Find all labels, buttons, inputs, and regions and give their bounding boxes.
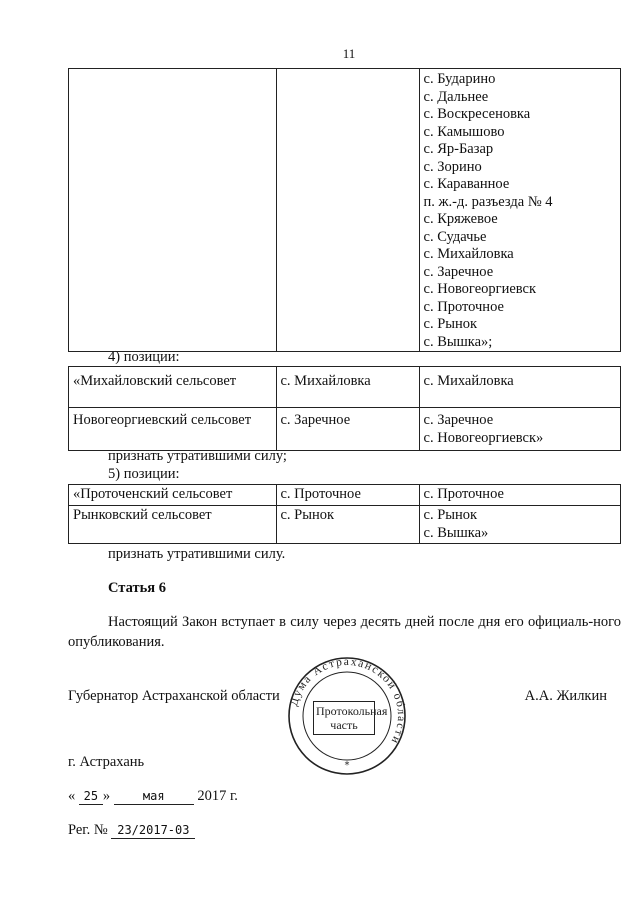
village-item: с. Михайловка xyxy=(423,246,514,262)
village-item: с. Новогеоргиевск» xyxy=(423,429,544,446)
settlement-name: «Михайловский сельсовет xyxy=(69,367,277,408)
official-stamp xyxy=(286,655,408,777)
admin-center: с. Михайловка xyxy=(276,367,419,408)
village-item: с. Кряжевое xyxy=(423,211,498,227)
date-month: мая xyxy=(114,789,194,805)
village-item: с. Вышка»; xyxy=(423,333,493,350)
city: г. Астрахань xyxy=(68,754,145,770)
table-row xyxy=(69,367,621,408)
settlement-name: Рынковский сельсовет xyxy=(69,506,277,544)
stamp-inner-text: Протокольная часть xyxy=(313,701,375,735)
date-year: 2017 г. xyxy=(197,788,238,804)
date-open-quote: « xyxy=(68,788,76,804)
table-row xyxy=(69,408,621,451)
village-item: с. Дальнее xyxy=(423,88,489,105)
village-item: с. Караванное xyxy=(423,176,510,192)
village-item: с. Проточное xyxy=(423,298,504,315)
date-line xyxy=(68,788,238,806)
village-item: с. Рынок xyxy=(423,507,478,523)
village-item: с. Новогеоргиевск xyxy=(423,281,537,297)
village-list-cell xyxy=(419,367,620,408)
villages-table xyxy=(68,68,621,352)
article-text: Настоящий Закон вступает в силу через десять дней после дня его официаль-ного опубликования. xyxy=(68,614,621,650)
governor-name: А.А. Жилкин xyxy=(524,688,607,704)
admin-center: с. Рынок xyxy=(276,506,419,544)
table-row xyxy=(69,485,621,506)
village-list-cell xyxy=(419,485,620,506)
admin-center: с. Проточное xyxy=(276,485,419,506)
village-item: с. Вышка» xyxy=(423,524,489,541)
reg-label: Рег. № xyxy=(68,822,108,838)
stamp-ring-text: Дума Астраханской области xyxy=(288,655,408,747)
table-row xyxy=(69,506,621,544)
village-list-cell xyxy=(419,408,620,451)
village-item: с. Бударино xyxy=(423,71,496,87)
settlement-name: «Проточенский сельсовет xyxy=(69,485,277,506)
village-item: с. Зорино xyxy=(423,158,482,175)
stamp-star: * xyxy=(344,760,350,771)
village-item: с. Заречное xyxy=(423,412,494,428)
village-item: с. Воскресеновка xyxy=(423,106,531,122)
date-close-quote: » xyxy=(102,788,111,804)
village-item: с. Рынок xyxy=(423,316,478,332)
governor-title: Губернатор Астраханской области xyxy=(68,688,280,704)
village-item: с. Судачье xyxy=(423,228,487,245)
date-day: 25 xyxy=(79,789,103,805)
settlement-name: Новогеоргиевский сельсовет xyxy=(69,408,277,451)
village-item: с. Заречное xyxy=(423,263,494,280)
village-item: п. ж.-д. разъезда № 4 xyxy=(423,193,553,210)
reg-number: 23/2017-03 xyxy=(111,823,195,839)
village-list-cell xyxy=(419,506,620,544)
registration-line xyxy=(68,822,195,840)
table-cell-empty xyxy=(69,69,277,352)
table-row xyxy=(69,69,621,352)
item-4-label: 4) позиции: xyxy=(108,349,180,365)
positions-table-5 xyxy=(68,484,621,544)
page-number: 11 xyxy=(342,46,356,61)
invalid-note-2: признать утратившими силу. xyxy=(108,546,286,562)
village-item: с. Михайловка xyxy=(423,373,514,389)
admin-center: с. Заречное xyxy=(276,408,419,451)
village-item: с. Проточное xyxy=(423,486,504,502)
village-item: с. Камышово xyxy=(423,123,505,140)
village-item: с. Яр-Базар xyxy=(423,141,494,157)
table-cell-empty xyxy=(276,69,419,352)
positions-table-4 xyxy=(68,366,621,451)
item-5-label: 5) позиции: xyxy=(108,466,180,482)
invalid-note-1: признать утратившими силу; xyxy=(108,448,287,464)
village-list-cell xyxy=(419,69,620,352)
article-heading: Статья 6 xyxy=(108,580,166,596)
